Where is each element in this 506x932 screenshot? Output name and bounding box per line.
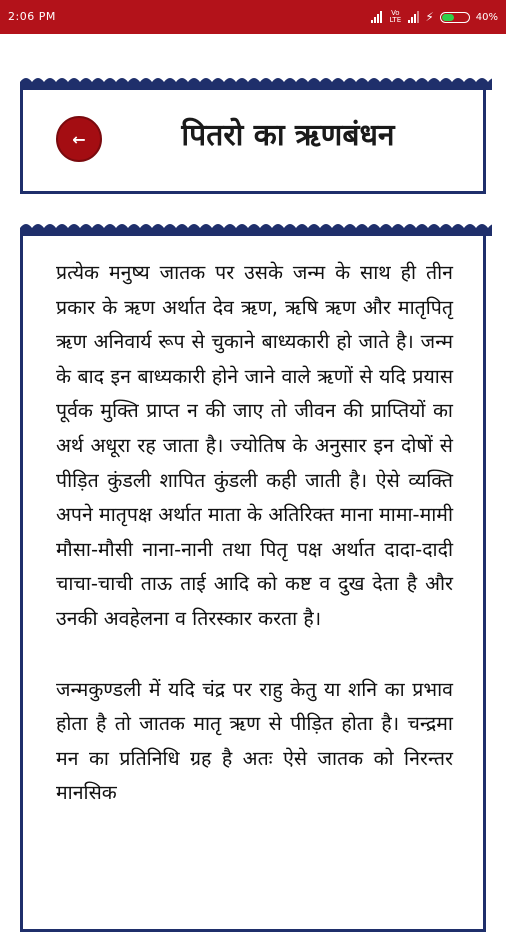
- article-paragraph: प्रत्येक मनुष्य जातक पर उसके जन्म के साथ ही तीन प्रकार के ऋण अर्थात देव ऋण, ऋषि ऋण और मातृपितृ ऋण अनिवार्य रूप से चुकाने बाध्यकारी हो जाते है। जन्म के बाद इन बाध्यकारी होने जाने वाले ऋणों से यदि प्रयास पूर्वक मुक्ति प्राप्त न की जाए तो जीवन की प्राप्तियों का अर्थ अधूरा रह जाता है। ज्योतिष के अनुसार इन दोषों से पीड़ित कुंडली शापित कुंडली कही जाती है। ऐसे व्यक्ति अपने मातृपक्ष अर्थात माता के अतिरिक्त माना मामा-मामी मौसा-मौसी नाना-नानी तथा पितृ पक्ष अर्थात दादा-दादी चाचा-चाची ताऊ ताई आदि को कष्ट व दुख देता है और उनकी अवहेलना व तिरस्कार करता है।: [56, 261, 453, 630]
- scalloped-border: [20, 76, 492, 90]
- status-time: 2:06 PM: [8, 10, 56, 23]
- battery-icon: [440, 12, 470, 23]
- signal-icon-secondary: [408, 11, 419, 23]
- status-bar: [0, 0, 506, 34]
- content-card: [20, 232, 486, 932]
- back-arrow-icon: ←: [72, 129, 86, 149]
- back-button[interactable]: [56, 116, 102, 162]
- charging-icon: ⚡: [425, 10, 434, 24]
- title-card: [20, 86, 486, 194]
- signal-icon: [371, 11, 382, 23]
- status-icons: [371, 8, 498, 26]
- battery-percent: 40%: [475, 11, 498, 23]
- article-paragraph: जन्मकुण्डली में यदि चंद्र पर राहु केतु या शनि का प्रभाव होता है तो जातक मातृ ऋण से पीड़ित होता है। चन्द्रमा मन का प्रतिनिधि ग्रह है अतः ऐसे जातक को निरन्तर मानसिक: [56, 677, 453, 805]
- page-title: पितरो का ऋणबंधन: [181, 118, 395, 153]
- scalloped-border: [20, 222, 492, 236]
- volte-icon: Vo LTE: [389, 9, 402, 24]
- article-body: [56, 256, 453, 811]
